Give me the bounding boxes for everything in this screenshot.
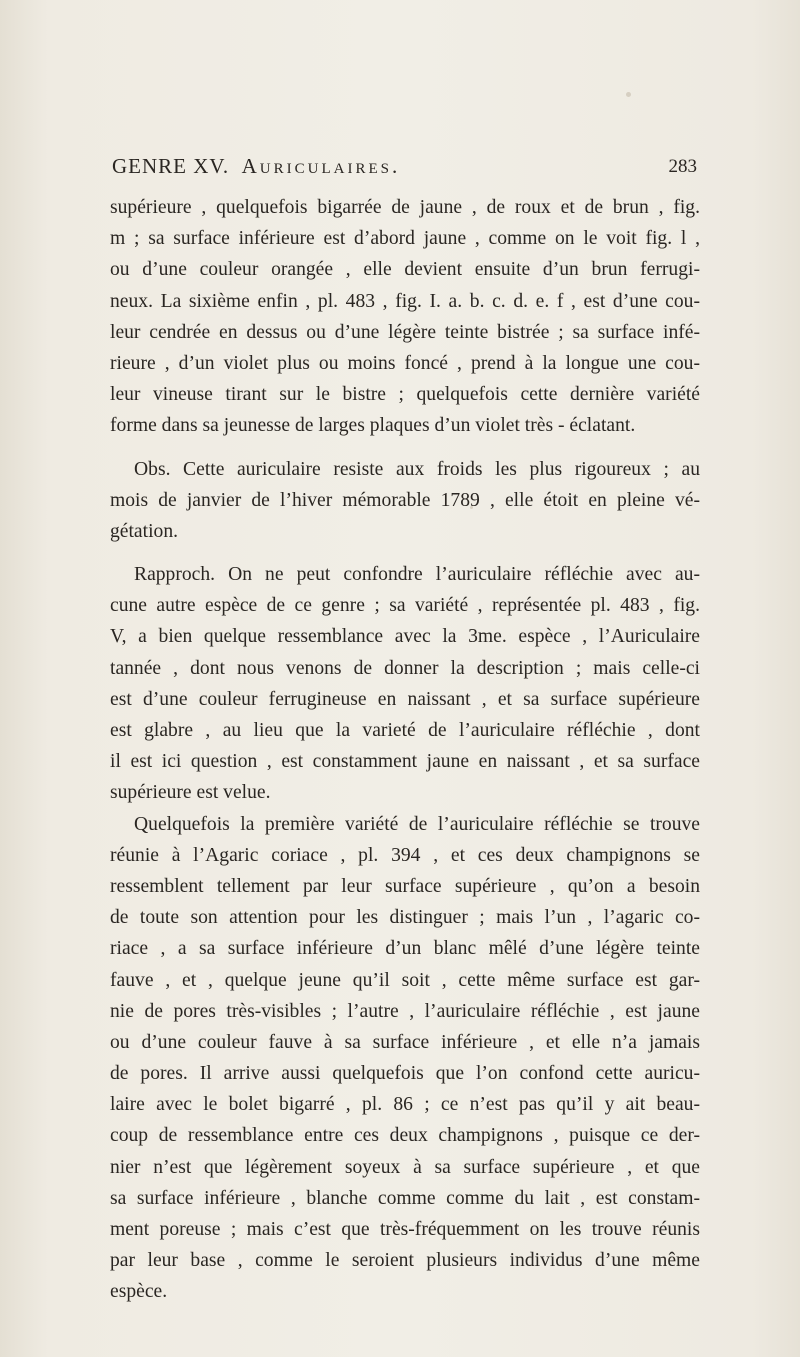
text-line: ou d’une couleur orangée , elle devient ensuite d’un brun ferrugi- <box>110 259 700 281</box>
text-line: laire avec le bolet bigarré , pl. 86 ; ce n’est pas qu’il y ait beau- <box>110 1094 700 1116</box>
paragraph <box>110 192 700 442</box>
family-label: Auriculaires. <box>241 154 401 178</box>
text-line: réunie à l’Agaric coriace , pl. 394 , et ces deux champignons se <box>110 844 700 866</box>
text-line: Obs. Cette auriculaire resiste aux froids les plus rigoureux ; au <box>134 458 700 480</box>
text-line: leur cendrée en dessus ou d’une légère teinte bistrée ; sa surface infé- <box>110 321 700 343</box>
text-line: espèce. <box>110 1281 168 1303</box>
text-line: Quelquefois la première variété de l’auriculaire réfléchie se trouve <box>134 813 700 835</box>
text-line: cune autre espèce de ce genre ; sa variété , représentée pl. 483 , fig. <box>110 595 700 617</box>
paragraph <box>110 454 700 548</box>
running-title <box>112 154 400 179</box>
text-line: est d’une couleur ferrugineuse en naissant , et sa surface supérieure <box>110 688 700 710</box>
text-line: supérieure , quelquefois bigarrée de jaune , de roux et de brun , fig. <box>110 197 700 218</box>
text-line: de pores. Il arrive aussi quelquefois que l’on confond cette auricu- <box>110 1063 700 1085</box>
page-number: 283 <box>668 156 697 177</box>
paragraph-gap <box>110 442 700 454</box>
paragraph <box>110 559 700 809</box>
paragraph-gap <box>110 547 700 559</box>
body-text <box>110 192 700 1308</box>
text-line: mois de janvier de l’hiver mémorable 1789 , elle étoit en pleine vé- <box>110 489 700 511</box>
paragraph <box>110 809 700 1308</box>
text-line: il est ici question , est constamment jaune en naissant , et sa surface <box>110 751 700 773</box>
text-line: ment poreuse ; mais c’est que très-fréquemment on les trouve réunis <box>110 1219 700 1240</box>
text-line: Rapproch. On ne peut confondre l’auriculaire réfléchie avec au- <box>134 564 700 586</box>
text-line: nier n’est que légèrement soyeux à sa surface supérieure , et que <box>110 1156 700 1178</box>
text-line: neux. La sixième enfin , pl. 483 , fig. I. a. b. c. d. e. f , est d’une cou- <box>110 290 700 312</box>
text-line: rieure , d’un violet plus ou moins foncé , prend à la longue une cou- <box>110 352 700 374</box>
running-header <box>112 154 697 188</box>
text-line: ressemblent tellement par leur surface supérieure , qu’on a besoin <box>110 875 700 897</box>
text-line: V, a bien quelque ressemblance avec la 3me. espèce , l’Auriculaire <box>110 626 700 648</box>
text-line: est glabre , au lieu que la varieté de l’auriculaire réfléchie , dont <box>110 720 700 741</box>
text-line: nie de pores très-visibles ; l’autre , l’auriculaire réfléchie , est jaune <box>110 1000 700 1022</box>
paper-speck <box>626 92 631 97</box>
genre-label: GENRE XV. <box>112 154 230 178</box>
text-line: sa surface inférieure , blanche comme comme du lait , est constam- <box>110 1187 700 1209</box>
text-line: riace , a sa surface inférieure d’un blanc mêlé d’une légère teinte <box>110 938 700 960</box>
text-line: leur vineuse tirant sur le bistre ; quelquefois cette dernière variété <box>110 384 700 406</box>
text-line: supérieure est velue. <box>110 782 271 804</box>
text-line: ou d’une couleur fauve à sa surface inférieure , et elle n’a jamais <box>110 1031 700 1053</box>
text-line: par leur base , comme le seroient plusieurs individus d’une même <box>110 1250 700 1272</box>
text-line: fauve , et , quelque jeune qu’il soit , cette même surface est gar- <box>110 969 700 991</box>
text-line: gétation. <box>110 520 179 542</box>
text-line: coup de ressemblance entre ces deux champignons , puisque ce der- <box>110 1125 700 1147</box>
text-line: forme dans sa jeunesse de larges plaques d’un violet très - éclatant. <box>110 415 636 437</box>
text-line: de toute son attention pour les distinguer ; mais l’un , l’agaric co- <box>110 907 700 929</box>
text-line: m ; sa surface inférieure est d’abord jaune , comme on le voit fig. l , <box>110 228 700 250</box>
text-line: tannée , dont nous venons de donner la description ; mais celle-ci <box>110 657 700 679</box>
